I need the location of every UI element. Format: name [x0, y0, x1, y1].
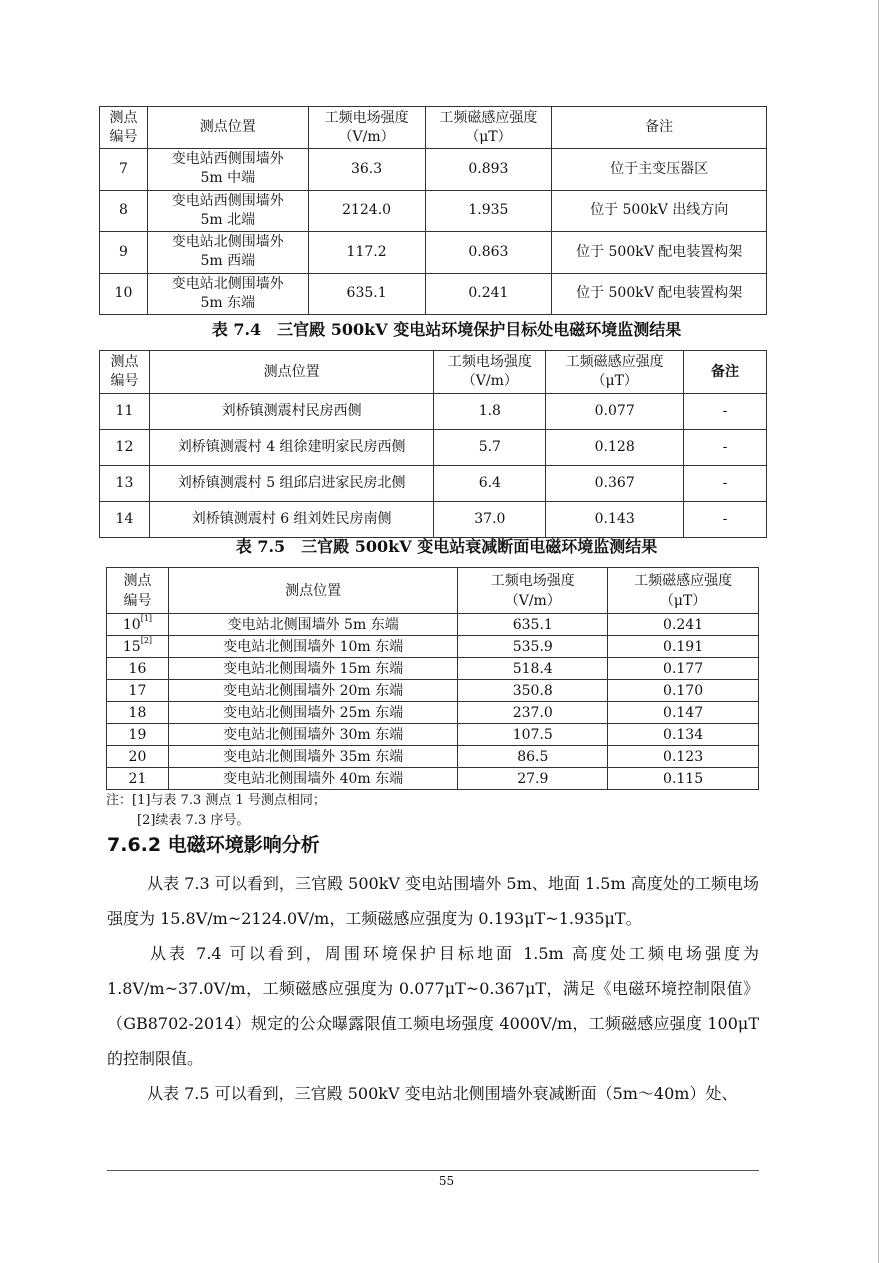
table75-header-row: [107, 568, 759, 614]
footnote-marker: [2]: [140, 635, 153, 645]
table74-header-cell: 测点位置: [149, 351, 433, 394]
table75-cell-magnetic: 0.191: [608, 636, 759, 658]
table75-cell-location: 变电站北侧围墙外 25m 东端: [168, 702, 457, 724]
table74-cell: -: [684, 394, 767, 430]
table73-cell: 0.241: [425, 273, 552, 315]
table73-header-cell: 工频磁感应强度 （μT）: [425, 107, 552, 149]
table74-cell: 12: [100, 430, 150, 466]
table-7-5: [106, 567, 759, 790]
table75-cell-no: 10[1]: [107, 614, 169, 636]
footnote-marker: [1]: [140, 613, 153, 623]
table73-cell: 0.893: [425, 149, 552, 191]
table-7-4: [99, 350, 767, 538]
table-row: [100, 430, 767, 466]
table75-cell-location: 变电站北侧围墙外 5m 东端: [168, 614, 457, 636]
table74-cell: 11: [100, 394, 150, 430]
table75-header-cell: 工频磁感应强度 （μT）: [608, 568, 759, 614]
table75-cell-magnetic: 0.123: [608, 746, 759, 768]
table-note-2: [2]续表 7.3 序号。: [137, 813, 250, 828]
table-row: [107, 680, 759, 702]
table-row: [107, 702, 759, 724]
table-row: [100, 273, 767, 315]
table74-cell: 刘桥镇测震村 6 组刘姓民房南侧: [149, 502, 433, 538]
table74-cell: 0.077: [546, 394, 684, 430]
table73-cell: 变电站北侧围墙外 5m 西端: [147, 232, 308, 274]
table73-header-cell: 测点 编号: [100, 107, 148, 149]
table75-cell-location: 变电站北侧围墙外 30m 东端: [168, 724, 457, 746]
table75-cell-location: 变电站北侧围墙外 35m 东端: [168, 746, 457, 768]
table73-cell: 2124.0: [308, 190, 425, 232]
table75-cell-electric: 635.1: [458, 614, 608, 636]
table75-cell-location: 变电站北侧围墙外 15m 东端: [168, 658, 457, 680]
table-7-4-caption: 表 7.4 三官殿 500kV 变电站环境保护目标处电磁环境监测结果: [211, 320, 682, 339]
table73-cell: 位于 500kV 出线方向: [552, 190, 767, 232]
table75-header-cell: 测点 编号: [107, 568, 169, 614]
table74-cell: 1.8: [434, 394, 546, 430]
table73-header-cell: 备注: [552, 107, 767, 149]
table75-cell-location: 变电站北侧围墙外 20m 东端: [168, 680, 457, 702]
table74-cell: 0.367: [546, 466, 684, 502]
table75-cell-electric: 535.9: [458, 636, 608, 658]
table75-cell-electric: 107.5: [458, 724, 608, 746]
table-row: [107, 768, 759, 790]
table74-cell: -: [684, 466, 767, 502]
table75-cell-location: 变电站北侧围墙外 40m 东端: [168, 768, 457, 790]
table-row: [107, 636, 759, 658]
page-number: 55: [438, 1174, 455, 1188]
table73-cell: 10: [100, 273, 148, 315]
table73-cell: 36.3: [308, 149, 425, 191]
table75-cell-no: 20: [107, 746, 169, 768]
table75-cell-no: 17: [107, 680, 169, 702]
table-row: [107, 614, 759, 636]
table-row: [100, 466, 767, 502]
table75-cell-magnetic: 0.170: [608, 680, 759, 702]
paragraph-3: 从表 7.5 可以看到，三官殿 500kV 变电站北侧围墙外衰减断面（5m～40m）处、: [147, 1084, 738, 1103]
footer-rule: [107, 1170, 759, 1171]
table75-cell-electric: 350.8: [458, 680, 608, 702]
table74-header-cell: 工频磁感应强度 （μT）: [546, 351, 684, 394]
table-row: [107, 658, 759, 680]
table74-header-cell: 工频电场强度 （V/m）: [434, 351, 546, 394]
table75-cell-magnetic: 0.241: [608, 614, 759, 636]
table74-cell: 刘桥镇测震村 5 组邱启进家民房北侧: [149, 466, 433, 502]
table73-header-cell: 测点位置: [147, 107, 308, 149]
table73-cell: 0.863: [425, 232, 552, 274]
table75-cell-no: 15[2]: [107, 636, 169, 658]
table75-cell-location: 变电站北侧围墙外 10m 东端: [168, 636, 457, 658]
section-title: 7.6.2 电磁环境影响分析: [107, 834, 320, 856]
table73-cell: 位于 500kV 配电装置构架: [552, 273, 767, 315]
page-edge: [878, 0, 879, 1263]
table-row: [107, 746, 759, 768]
table75-cell-electric: 237.0: [458, 702, 608, 724]
table73-header-row: [100, 107, 767, 149]
table75-cell-electric: 86.5: [458, 746, 608, 768]
table75-cell-magnetic: 0.177: [608, 658, 759, 680]
table74-cell: -: [684, 502, 767, 538]
table74-cell: 13: [100, 466, 150, 502]
table-row: [100, 232, 767, 274]
table73-cell: 635.1: [308, 273, 425, 315]
table75-cell-magnetic: 0.134: [608, 724, 759, 746]
table75-cell-magnetic: 0.115: [608, 768, 759, 790]
table75-cell-electric: 518.4: [458, 658, 608, 680]
table74-header-row: [100, 351, 767, 394]
table75-cell-no: 16: [107, 658, 169, 680]
table75-header-cell: 工频电场强度 （V/m）: [458, 568, 608, 614]
table-note-1: 注：[1]与表 7.3 测点 1 号测点相同；: [106, 793, 326, 808]
table74-header-cell: 备注: [684, 351, 767, 394]
table75-header-cell: 测点位置: [168, 568, 457, 614]
table74-cell: 14: [100, 502, 150, 538]
table73-cell: 位于主变压器区: [552, 149, 767, 191]
table74-cell: -: [684, 430, 767, 466]
table75-cell-no: 21: [107, 768, 169, 790]
table73-cell: 变电站西侧围墙外 5m 北端: [147, 190, 308, 232]
table-row: [100, 149, 767, 191]
table74-cell: 刘桥镇测震村民房西侧: [149, 394, 433, 430]
table-row: [107, 724, 759, 746]
table-7-3-continued: [99, 106, 767, 315]
table74-cell: 0.128: [546, 430, 684, 466]
table74-cell: 6.4: [434, 466, 546, 502]
table73-cell: 1.935: [425, 190, 552, 232]
paragraph-1: 从表 7.3 可以看到，三官殿 500kV 变电站围墙外 5m、地面 1.5m 高度处的工频电场强度为 15.8V/m~2124.0V/m，工频磁感应强度为 0.193μT~1.935μT。: [107, 874, 759, 928]
table73-cell: 117.2: [308, 232, 425, 274]
table73-cell: 位于 500kV 配电装置构架: [552, 232, 767, 274]
table-row: [100, 502, 767, 538]
table74-cell: 刘桥镇测震村 4 组徐建明家民房西侧: [149, 430, 433, 466]
table74-header-cell: 测点 编号: [100, 351, 150, 394]
table75-cell-magnetic: 0.147: [608, 702, 759, 724]
table74-cell: 0.143: [546, 502, 684, 538]
table75-cell-electric: 27.9: [458, 768, 608, 790]
table75-cell-no: 19: [107, 724, 169, 746]
table-7-5-caption: 表 7.5 三官殿 500kV 变电站衰减断面电磁环境监测结果: [235, 537, 658, 556]
paragraph-2: 从表 7.4 可以看到，周围环境保护目标地面 1.5m 高度处工频电场强度为 1.8V/m~37.0V/m，工频磁感应强度为 0.077μT~0.367μT，满足《电磁环境控制限值》（GB8702-2014）规定的公众曝露限值工频电场强度 4000V/m，工频磁感应强度 100μT 的控制限值。: [107, 944, 759, 1068]
table73-cell: 变电站北侧围墙外 5m 东端: [147, 273, 308, 315]
table73-cell: 变电站西侧围墙外 5m 中端: [147, 149, 308, 191]
table74-cell: 5.7: [434, 430, 546, 466]
table-row: [100, 190, 767, 232]
table-row: [100, 394, 767, 430]
table73-cell: 7: [100, 149, 148, 191]
table73-header-cell: 工频电场强度 （V/m）: [308, 107, 425, 149]
table75-cell-no: 18: [107, 702, 169, 724]
table73-cell: 8: [100, 190, 148, 232]
table73-cell: 9: [100, 232, 148, 274]
table74-cell: 37.0: [434, 502, 546, 538]
